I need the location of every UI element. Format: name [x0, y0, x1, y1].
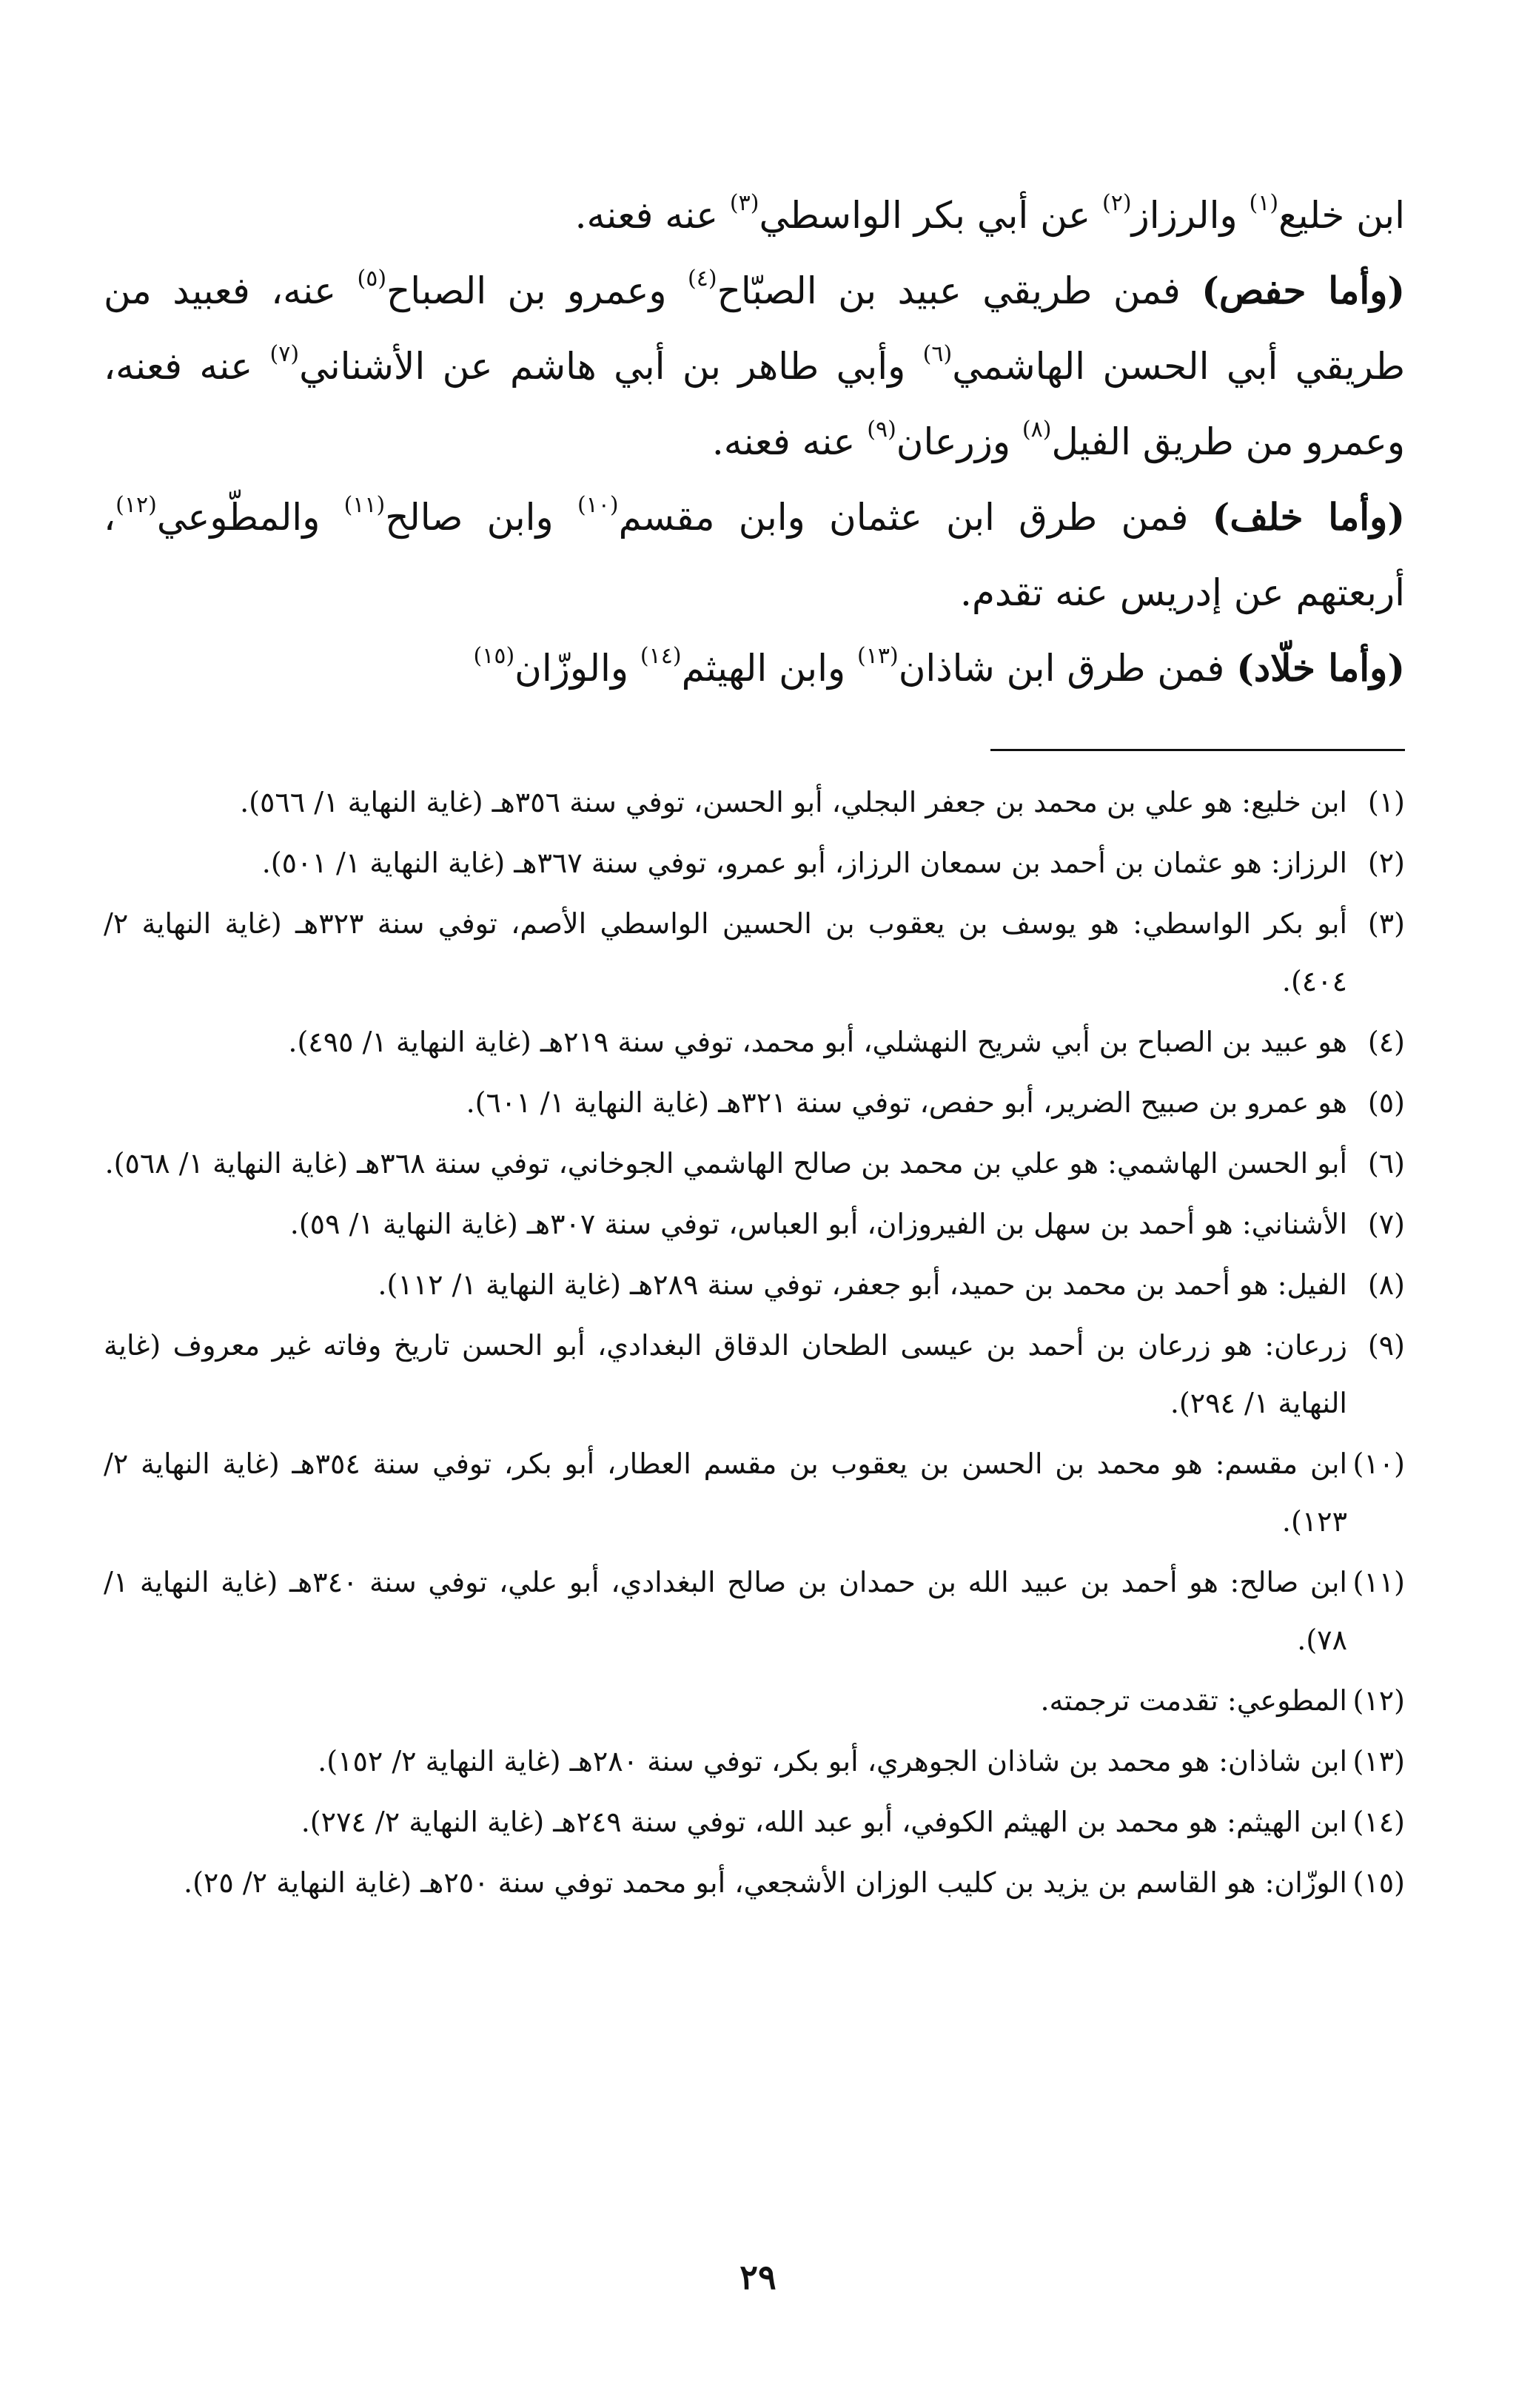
- footnote-ref[interactable]: (٣): [729, 190, 759, 216]
- footnotes: [104, 773, 1405, 1911]
- text-run: وعمرو بن الصباح: [386, 269, 688, 312]
- text-run: عن أبي بكر الواسطي: [759, 194, 1102, 237]
- footnote-ref[interactable]: (٦): [922, 341, 953, 367]
- footnote-number: (١): [1367, 786, 1405, 818]
- paragraph-hafs: [104, 253, 1405, 480]
- footnote-item: [104, 1013, 1405, 1071]
- footnote-text: الوزّان: هو القاسم بن يزيد بن كليب الوزان الأشجعي، أبو محمد توفي سنة ٢٥٠هـ (غاية النهاية ٢/ ٢٥).: [184, 1866, 1347, 1899]
- text-run: ابن خليع: [1278, 194, 1405, 237]
- footnote-ref[interactable]: (٧): [269, 341, 300, 367]
- paragraph-khallad: [104, 630, 1405, 706]
- paragraph-1: [104, 178, 1405, 253]
- footnote-item: [104, 1793, 1405, 1851]
- text-run: وأبي طاهر بن أبي هاشم عن الأشناني: [299, 345, 923, 388]
- text-run: وزرعان: [896, 420, 1022, 463]
- footnote-item: [104, 1134, 1405, 1192]
- text-run: وابن الهيثم: [681, 647, 858, 690]
- footnote-ref[interactable]: (١٥): [473, 643, 515, 669]
- footnote-text: الأشناني: هو أحمد بن سهل بن الفيروزان، أبو العباس، توفي سنة ٣٠٧هـ (غاية النهاية ١/ ٥٩).: [289, 1208, 1347, 1240]
- footnote-number: (١٤): [1352, 1806, 1405, 1838]
- footnote-number: (٥): [1367, 1086, 1405, 1119]
- text-run: عنه، فعبيد من طريقي أبي الحسن الهاشمي: [104, 269, 1405, 388]
- footnote-number: (٧): [1367, 1208, 1405, 1240]
- footnote-number: (٩): [1367, 1329, 1405, 1362]
- footnote-item: [104, 1256, 1405, 1314]
- footnote-number: (٤): [1367, 1026, 1405, 1058]
- footnote-ref[interactable]: (٤): [688, 266, 717, 292]
- footnote-number: (١٥): [1352, 1866, 1405, 1899]
- footnote-item: [104, 1316, 1405, 1432]
- footnote-ref[interactable]: (١٢): [115, 492, 157, 518]
- section-heading: (وأما حفص): [1201, 269, 1406, 312]
- footnote-number: (٢): [1367, 847, 1405, 879]
- text-run: فمن طرق ابن عثمان وابن مقسم: [618, 496, 1213, 539]
- footnote-item: [104, 773, 1405, 831]
- footnote-number: (٦): [1367, 1147, 1405, 1180]
- text-run: والرزاز: [1131, 194, 1250, 237]
- text-run: والمطّوعي: [156, 496, 344, 539]
- footnote-item: [104, 1672, 1405, 1729]
- footnote-number: (١٣): [1352, 1745, 1405, 1778]
- text-run: عنه فعنه، وعمرو من طريق الفيل: [104, 345, 1405, 463]
- footnote-text: زرعان: هو زرعان بن أحمد بن عيسى الطحان الدقاق البغدادي، أبو الحسن تاريخ وفاته غير معروف (غاية النهاية ١/ ٢٩٤).: [104, 1329, 1347, 1419]
- footnote-ref[interactable]: (٩): [867, 417, 896, 443]
- text-run: عنه فعنه.: [574, 194, 730, 237]
- footnote-text: أبو بكر الواسطي: هو يوسف بن يعقوب بن الحسين الواسطي الأصم، توفي سنة ٣٢٣هـ (غاية النهاية ٢/ ٤٠٤).: [104, 907, 1348, 998]
- footnote-text: هو عمرو بن صبيح الضرير، أبو حفص، توفي سنة ٣٢١هـ (غاية النهاية ١/ ٦٠١).: [466, 1086, 1347, 1119]
- footnote-number: (٣): [1367, 907, 1405, 940]
- footnote-number: (١١): [1352, 1566, 1405, 1598]
- footnote-item: [104, 1854, 1405, 1911]
- footnote-text: الرزاز: هو عثمان بن أحمد بن سمعان الرزاز، أبو عمرو، توفي سنة ٣٦٧هـ (غاية النهاية ١/ ٥٠١).: [261, 847, 1347, 879]
- footnote-ref[interactable]: (٨): [1022, 417, 1052, 443]
- footnote-ref[interactable]: (١٣): [857, 643, 899, 669]
- footnote-ref[interactable]: (١): [1249, 190, 1279, 216]
- footnote-item: [104, 1195, 1405, 1253]
- footnote-divider: [990, 749, 1405, 751]
- footnote-text: أبو الحسن الهاشمي: هو علي بن محمد بن صالح الهاشمي الجوخاني، توفي سنة ٣٦٨هـ (غاية النهاية ١/ ٥٦٨).: [104, 1147, 1347, 1180]
- footnote-number: (١٠): [1352, 1447, 1405, 1480]
- footnote-ref[interactable]: (١٠): [577, 492, 619, 518]
- text-run: فمن طرق ابن شاذان: [898, 647, 1237, 690]
- footnote-text: ابن خليع: هو علي بن محمد بن جعفر البجلي، أبو الحسن، توفي سنة ٣٥٦هـ (غاية النهاية ١/ ٥٦٦).: [240, 786, 1347, 818]
- section-heading: (وأما خلف): [1212, 495, 1405, 539]
- footnote-number: (٨): [1367, 1268, 1405, 1301]
- text-run: وابن صالح: [385, 496, 577, 539]
- text-run: فمن طريقي عبيد بن الصبّاح: [717, 269, 1202, 312]
- text-run: عنه فعنه.: [711, 420, 868, 463]
- footnote-text: هو عبيد بن الصباح بن أبي شريح النهشلي، أبو محمد، توفي سنة ٢١٩هـ (غاية النهاية ١/ ٤٩٥).: [288, 1026, 1347, 1058]
- footnote-text: ابن الهيثم: هو محمد بن الهيثم الكوفي، أبو عبد الله، توفي سنة ٢٤٩هـ (غاية النهاية ٢/ ٢٧٤).: [301, 1806, 1347, 1838]
- footnote-number: (١٢): [1352, 1684, 1405, 1717]
- footnote-text: الفيل: هو أحمد بن محمد بن حميد، أبو جعفر، توفي سنة ٢٨٩هـ (غاية النهاية ١/ ١١٢).: [378, 1268, 1347, 1301]
- footnote-ref[interactable]: (١٤): [640, 643, 682, 669]
- text-run: ، أربعتهم عن إدريس عنه تقدم.: [104, 496, 1405, 614]
- footnote-item: [104, 1732, 1405, 1790]
- footnote-ref[interactable]: (٢): [1102, 190, 1132, 216]
- footnote-item: [104, 1074, 1405, 1131]
- footnote-text: ابن شاذان: هو محمد بن شاذان الجوهري، أبو بكر، توفي سنة ٢٨٠هـ (غاية النهاية ٢/ ١٥٢).: [318, 1745, 1347, 1778]
- footnote-item: [104, 895, 1405, 1010]
- footnote-text: ابن صالح: هو أحمد بن عبيد الله بن حمدان بن صالح البغدادي، أبو علي، توفي سنة ٣٤٠هـ (غاية النهاية ١/ ٧٨).: [104, 1566, 1347, 1656]
- footnote-text: ابن مقسم: هو محمد بن الحسن بن يعقوب بن مقسم العطار، أبو بكر، توفي سنة ٣٥٤هـ (غاية النهاية ٢/ ١٢٣).: [104, 1447, 1348, 1538]
- main-text: [104, 178, 1405, 706]
- footnote-item: [104, 834, 1405, 892]
- footnote-ref[interactable]: (١١): [343, 492, 386, 518]
- footnote-text: المطوعي: تقدمت ترجمته.: [1040, 1684, 1347, 1717]
- page-number: ٢٩: [739, 2257, 777, 2297]
- footnote-item: [104, 1553, 1405, 1669]
- section-heading: (وأما خلّاد): [1236, 646, 1405, 690]
- footnote-ref[interactable]: (٥): [357, 266, 387, 292]
- footnote-item: [104, 1435, 1405, 1550]
- text-run: والوزّان: [514, 647, 640, 690]
- paragraph-khalaf: [104, 480, 1405, 630]
